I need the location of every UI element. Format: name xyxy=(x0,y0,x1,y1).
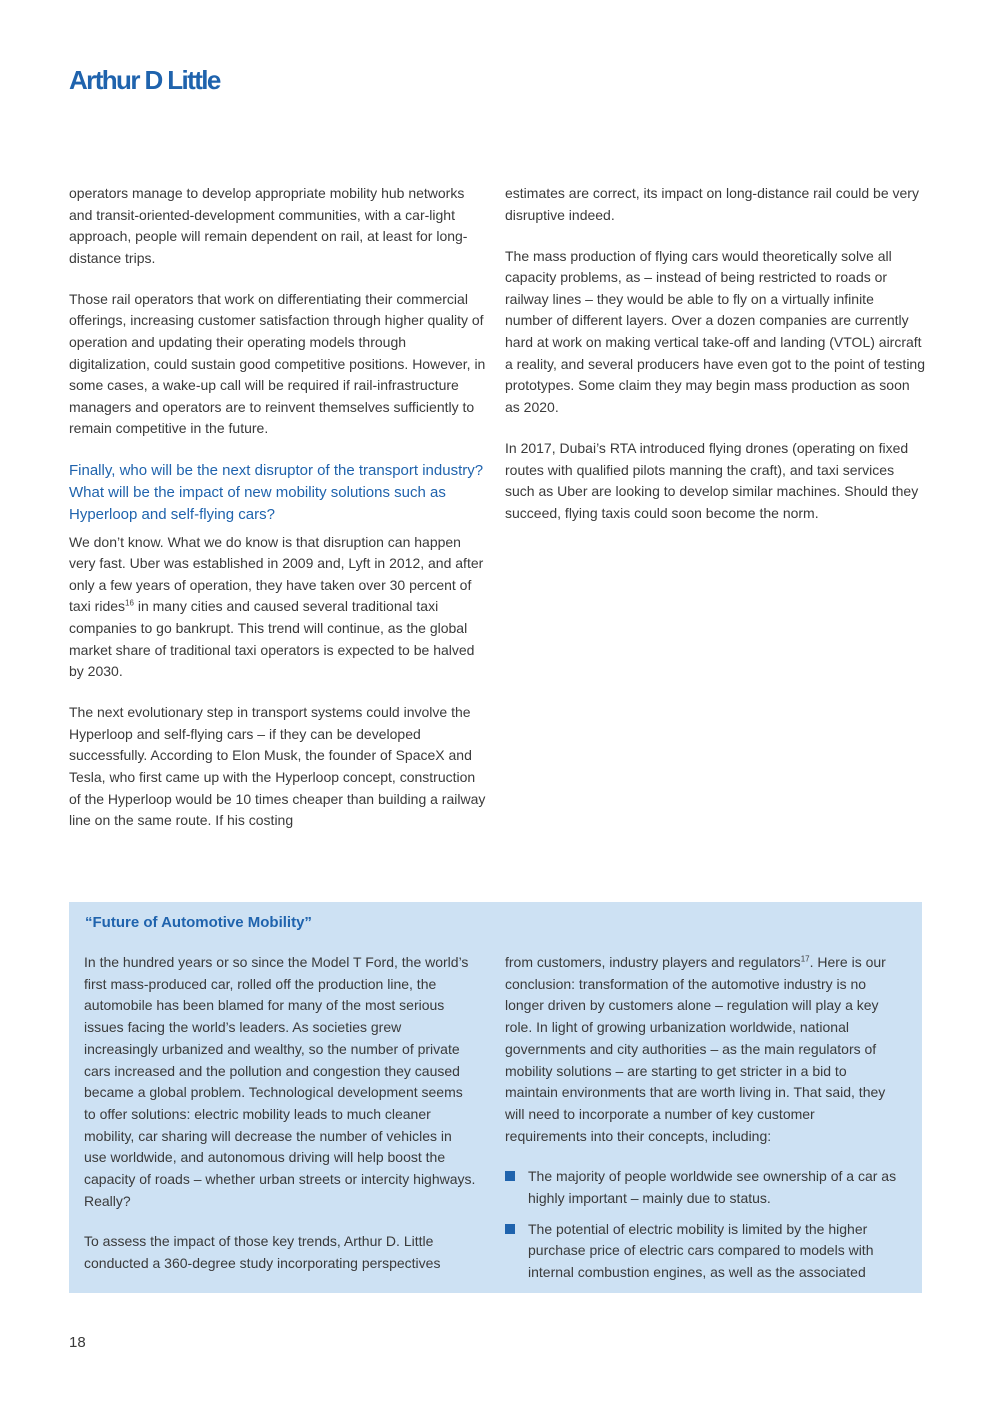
paragraph: operators manage to develop appropriate mobility hub networks and transit-oriented-development communities, with a car-light approach, people will remain dependent on rail, at least for long-distance trips. xyxy=(69,185,468,266)
square-bullet-icon xyxy=(505,1224,515,1234)
paragraph: Those rail operators that work on differentiating their commercial offerings, increasing customer satisfaction through higher quality of operation and updating their operating models through digitalization, could sustain good competitive positions. However, in some cases, a wake-up call will be required if rail-infrastructure managers and operators are to reinvent themselves sufficiently to remain competitive in the future. xyxy=(69,290,486,437)
right-text-column xyxy=(505,183,925,544)
footnote-ref: 16 xyxy=(125,598,134,608)
sidebar-box xyxy=(69,902,922,1293)
paragraph-text: . Here is our conclusion: transformation of the automotive industry is no longer driven by customers alone – regulation will play a key role. In light of growing urbanization worldwide, national governments and city authorities – as the main regulators of mobility solutions – are starting to get stricter in a bid to maintain environments that are worth living in. That said, they will need to incorporate a number of key customer requirements into their concepts, including: xyxy=(505,954,886,1144)
bullet-list xyxy=(505,1166,897,1284)
paragraph-text: in many cities and caused several traditional taxi companies to go bankrupt. This trend will continue, as the global market share of traditional taxi operators is expected to be halved by 2030. xyxy=(69,598,475,680)
left-text-column xyxy=(69,183,489,851)
page-number: 18 xyxy=(69,1334,86,1351)
list-item xyxy=(505,1166,897,1209)
paragraph xyxy=(69,532,489,683)
paragraph: The mass production of flying cars would theoretically solve all capacity problems, as – instead of being restricted to roads or railway lines – they would be able to fly on a virtually infinite number of different layers. Over a dozen companies are currently hard at work on making vertical take-off and landing (VTOL) aircraft a reality, and several producers have even got to the point of testing prototypes. Some claim they may begin mass production as soon as 2020. xyxy=(505,247,925,415)
list-item xyxy=(505,1219,897,1284)
box-title: “Future of Automotive Mobility” xyxy=(85,914,312,931)
company-logo: Arthur D Little xyxy=(69,65,220,95)
footnote-ref: 17 xyxy=(800,954,810,964)
paragraph: In 2017, Dubai’s RTA introduced flying drones (operating on fixed routes with qualified pilots manning the craft), and taxi services such as Uber are looking to develop similar machines. Should they succeed, flying taxis could soon become the norm. xyxy=(505,439,919,521)
square-bullet-icon xyxy=(505,1171,515,1181)
paragraph: The next evolutionary step in transport systems could involve the Hyperloop and self-flying cars – if they can be developed successfully. According to Elon Musk, the founder of SpaceX and Tesla, who first came up with the Hyperloop concept, construction of the Hyperloop would be 10 times cheaper than building a railway line on the same route. If his costing xyxy=(69,704,486,829)
paragraph-text: We don’t know. What we do know is that disruption can happen very fast. Uber was established in 2009 and, Lyft in 2012, and after only a few years of operation, they have taken over 30 percent of taxi rides xyxy=(69,533,484,615)
paragraph xyxy=(505,952,897,1147)
list-item-text: The potential of electric mobility is limited by the higher purchase price of electric cars compared to models with internal combustion engines, as well as the associated xyxy=(528,1220,874,1281)
paragraph: In the hundred years or so since the Model T Ford, the world’s first mass-produced car, rolled off the production line, the automobile has been blamed for many of the most serious issues facing the world’s leaders. As societies grew increasingly urbanized and wealthy, so the number of private cars increased and the pollution and congestion they caused became a global problem. Technological development seems to offer solutions: electric mobility leads to much cleaner mobility, car sharing will decrease the number of vehicles in use worldwide, and autonomous driving will help boost the capacity of roads – whether urban streets or intercity highways. Really? xyxy=(84,954,476,1209)
paragraph: To assess the impact of those key trends, Arthur D. Little conducted a 360-degree study incorporating perspectives xyxy=(84,1233,441,1272)
box-right-column xyxy=(505,952,897,1293)
paragraph: estimates are correct, its impact on long-distance rail could be very disruptive indeed. xyxy=(505,185,919,223)
box-left-column xyxy=(84,952,476,1294)
section-heading: Finally, who will be the next disruptor of the transport industry? What will be the impact of new mobility solutions such as Hyperloop and self-flying cars? xyxy=(69,461,484,523)
paragraph-text: from customers, industry players and regulators xyxy=(505,954,801,970)
list-item-text: The majority of people worldwide see ownership of a car as highly important – mainly due to status. xyxy=(528,1168,897,1207)
